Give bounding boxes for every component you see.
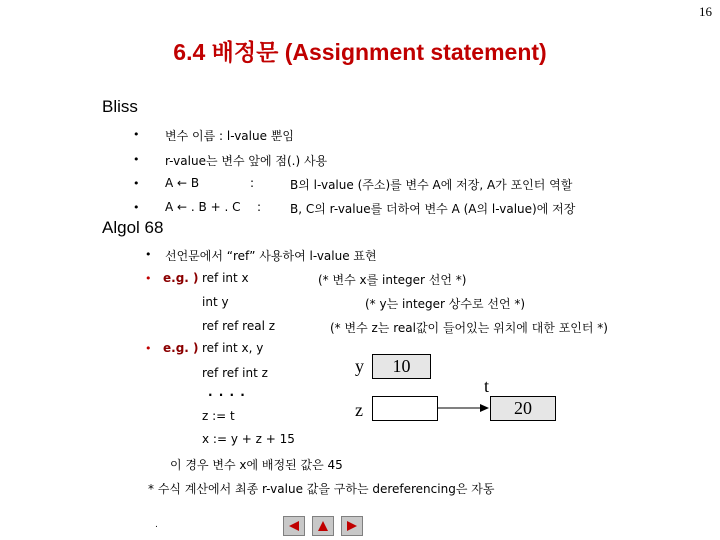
bullet-icon: • <box>133 177 140 190</box>
z-cell <box>372 396 438 421</box>
diagram-t-label: t <box>484 376 490 396</box>
t-value: 20 <box>514 398 532 418</box>
bullet-icon: • <box>145 272 152 285</box>
code-ref-int-x: ref int x <box>202 271 249 285</box>
algol-heading: Algol 68 <box>102 218 164 237</box>
bliss-item-1: 변수 이름 : l-value 뿐임 <box>165 129 294 143</box>
example-label: e.g. ) <box>163 271 199 285</box>
home-slide-button[interactable] <box>312 516 334 536</box>
note-result: 이 경우 변수 x에 배정된 값은 45 <box>170 458 343 472</box>
diagram-y-label: y <box>355 356 364 376</box>
bullet-icon: • <box>133 153 140 166</box>
algol-item-1: 선언문에서 “ref” 사용하여 l-value 표현 <box>165 249 377 263</box>
y-value: 10 <box>392 356 411 376</box>
bliss-item-2: r-value는 변수 앞에 점(.) 사용 <box>165 154 328 168</box>
t-cell <box>490 396 556 421</box>
code-int-y: int y <box>202 295 229 309</box>
bliss-item-3-colon: : <box>250 176 255 190</box>
code-z-assign-t: z := t <box>202 409 235 423</box>
bullet-icon: • <box>133 128 140 141</box>
bliss-heading: Bliss <box>102 97 138 116</box>
next-slide-button[interactable] <box>341 516 363 536</box>
ellipsis: . . . . <box>208 385 246 399</box>
diagram-z-label: z <box>355 400 363 420</box>
bullet-icon: • <box>145 248 152 261</box>
comment-z: (* 변수 z는 real값이 들어있는 위치에 대한 포인터 *) <box>330 321 608 335</box>
bullet-icon: • <box>133 201 140 214</box>
bliss-item-4-code: A ← . B + . C <box>165 200 241 214</box>
comment-y: (* y는 integer 상수로 선언 *) <box>365 297 526 311</box>
slide-title: 6.4 배정문 (Assignment statement) <box>173 39 547 65</box>
triangle-left-icon <box>288 520 300 532</box>
code-x-assign: x := y + z + 15 <box>202 432 295 446</box>
triangle-right-icon <box>346 520 358 532</box>
page-number: 16 <box>699 4 712 19</box>
bliss-item-3-desc: B의 l-value (주소)를 변수 A에 저장, A가 포인터 역할 <box>290 178 573 192</box>
bullet-icon: • <box>145 342 152 355</box>
note-dereferencing: * 수식 계산에서 최종 r-value 값을 구하는 dereferencing은 자동 <box>148 482 495 496</box>
code-ref-ref-real-z: ref ref real z <box>202 319 276 333</box>
bliss-item-3-code: A ← B <box>165 176 200 190</box>
comment-x: (* 변수 x를 integer 선언 *) <box>318 273 467 287</box>
y-cell <box>372 354 431 379</box>
pointer-arrow-icon <box>438 400 490 416</box>
example-label: e.g. ) <box>163 341 199 355</box>
code-ref-int-xy: ref int x, y <box>202 341 264 355</box>
footer-dot: . <box>155 520 158 530</box>
triangle-up-icon <box>317 520 329 532</box>
bliss-item-4-colon: : <box>257 200 262 214</box>
code-ref-ref-int-z: ref ref int z <box>202 366 268 380</box>
prev-slide-button[interactable] <box>283 516 305 536</box>
bliss-item-4-desc: B, C의 r-value를 더하여 변수 A (A의 l-value)에 저장 <box>290 202 576 216</box>
